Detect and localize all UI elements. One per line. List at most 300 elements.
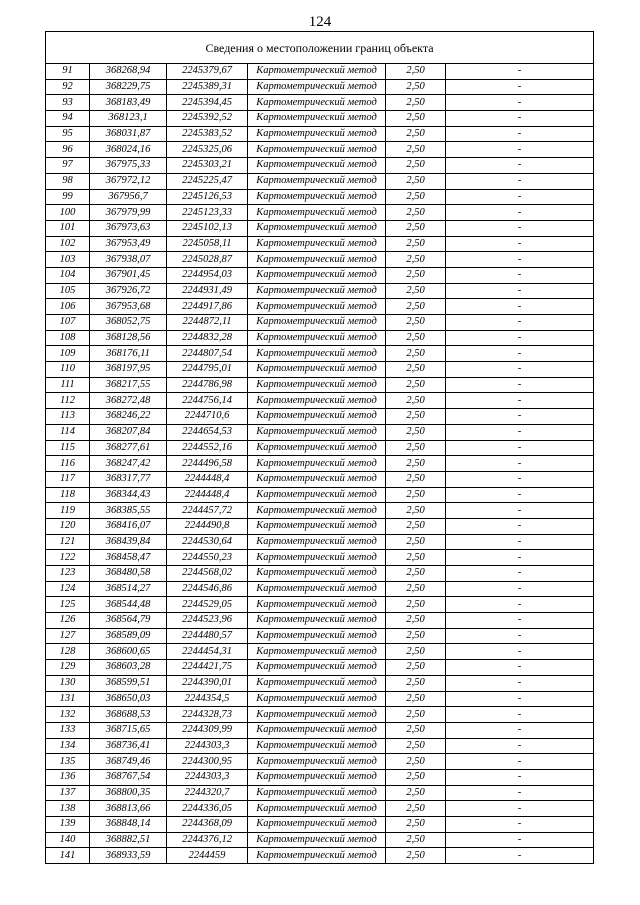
point-number-cell: 119 (46, 503, 90, 519)
accuracy-cell: 2,50 (386, 738, 446, 754)
accuracy-cell: 2,50 (386, 817, 446, 833)
y-coordinate-cell: 2244480,57 (167, 628, 248, 644)
table-row (46, 550, 594, 566)
y-coordinate-cell: 2244795,01 (167, 362, 248, 378)
point-number-cell: 101 (46, 220, 90, 236)
table-row (46, 315, 594, 331)
table-row (46, 64, 594, 80)
x-coordinate-cell: 368176,11 (90, 346, 167, 362)
method-cell: Картометрический метод (248, 377, 386, 393)
accuracy-cell: 2,50 (386, 173, 446, 189)
description-cell: - (446, 346, 594, 362)
x-coordinate-cell: 368480,58 (90, 566, 167, 582)
table-row (46, 111, 594, 127)
x-coordinate-cell: 368344,43 (90, 487, 167, 503)
accuracy-cell: 2,50 (386, 126, 446, 142)
point-number-cell: 114 (46, 424, 90, 440)
method-cell: Картометрический метод (248, 267, 386, 283)
method-cell: Картометрический метод (248, 738, 386, 754)
description-cell: - (446, 393, 594, 409)
description-cell: - (446, 252, 594, 268)
accuracy-cell: 2,50 (386, 79, 446, 95)
table-row (46, 769, 594, 785)
table-row (46, 534, 594, 550)
method-cell: Картометрический метод (248, 424, 386, 440)
point-number-cell: 115 (46, 440, 90, 456)
accuracy-cell: 2,50 (386, 534, 446, 550)
point-number-cell: 107 (46, 315, 90, 331)
description-cell: - (446, 440, 594, 456)
y-coordinate-cell: 2244300,95 (167, 754, 248, 770)
y-coordinate-cell: 2244309,99 (167, 722, 248, 738)
x-coordinate-cell: 368600,65 (90, 644, 167, 660)
description-cell: - (446, 126, 594, 142)
x-coordinate-cell: 368544,48 (90, 597, 167, 613)
description-cell: - (446, 691, 594, 707)
x-coordinate-cell: 367953,68 (90, 299, 167, 315)
x-coordinate-cell: 368247,42 (90, 456, 167, 472)
description-cell: - (446, 644, 594, 660)
table-row (46, 581, 594, 597)
table-row (46, 95, 594, 111)
y-coordinate-cell: 2244550,23 (167, 550, 248, 566)
y-coordinate-cell: 2245028,87 (167, 252, 248, 268)
y-coordinate-cell: 2244303,3 (167, 769, 248, 785)
method-cell: Картометрический метод (248, 236, 386, 252)
x-coordinate-cell: 368123,1 (90, 111, 167, 127)
y-coordinate-cell: 2244454,31 (167, 644, 248, 660)
y-coordinate-cell: 2245123,33 (167, 205, 248, 221)
x-coordinate-cell: 368128,56 (90, 330, 167, 346)
point-number-cell: 140 (46, 832, 90, 848)
accuracy-cell: 2,50 (386, 848, 446, 864)
table-row (46, 189, 594, 205)
accuracy-cell: 2,50 (386, 424, 446, 440)
table-row (46, 346, 594, 362)
y-coordinate-cell: 2244490,8 (167, 518, 248, 534)
y-coordinate-cell: 2244546,86 (167, 581, 248, 597)
description-cell: - (446, 848, 594, 864)
y-coordinate-cell: 2244354,5 (167, 691, 248, 707)
point-number-cell: 105 (46, 283, 90, 299)
y-coordinate-cell: 2244710,6 (167, 409, 248, 425)
point-number-cell: 97 (46, 158, 90, 174)
description-cell: - (446, 95, 594, 111)
y-coordinate-cell: 2244448,4 (167, 487, 248, 503)
point-number-cell: 104 (46, 267, 90, 283)
y-coordinate-cell: 2245126,53 (167, 189, 248, 205)
point-number-cell: 138 (46, 801, 90, 817)
point-number-cell: 99 (46, 189, 90, 205)
table-row (46, 487, 594, 503)
description-cell: - (446, 628, 594, 644)
point-number-cell: 139 (46, 817, 90, 833)
x-coordinate-cell: 368207,84 (90, 424, 167, 440)
method-cell: Картометрический метод (248, 550, 386, 566)
x-coordinate-cell: 368024,16 (90, 142, 167, 158)
y-coordinate-cell: 2244376,12 (167, 832, 248, 848)
x-coordinate-cell: 368031,87 (90, 126, 167, 142)
description-cell: - (446, 471, 594, 487)
point-number-cell: 127 (46, 628, 90, 644)
method-cell: Картометрический метод (248, 393, 386, 409)
table-row (46, 142, 594, 158)
table-row (46, 722, 594, 738)
accuracy-cell: 2,50 (386, 377, 446, 393)
x-coordinate-cell: 367938,07 (90, 252, 167, 268)
y-coordinate-cell: 2245102,13 (167, 220, 248, 236)
y-coordinate-cell: 2244917,86 (167, 299, 248, 315)
description-cell: - (446, 675, 594, 691)
accuracy-cell: 2,50 (386, 660, 446, 676)
accuracy-cell: 2,50 (386, 832, 446, 848)
accuracy-cell: 2,50 (386, 518, 446, 534)
table-row (46, 644, 594, 660)
y-coordinate-cell: 2244459 (167, 848, 248, 864)
table-row (46, 377, 594, 393)
x-coordinate-cell: 368514,27 (90, 581, 167, 597)
description-cell: - (446, 566, 594, 582)
table-row (46, 848, 594, 864)
point-number-cell: 122 (46, 550, 90, 566)
point-number-cell: 141 (46, 848, 90, 864)
y-coordinate-cell: 2244530,64 (167, 534, 248, 550)
point-number-cell: 124 (46, 581, 90, 597)
x-coordinate-cell: 367975,33 (90, 158, 167, 174)
table-row (46, 440, 594, 456)
table-row (46, 362, 594, 378)
point-number-cell: 116 (46, 456, 90, 472)
method-cell: Картометрический метод (248, 801, 386, 817)
method-cell: Картометрический метод (248, 79, 386, 95)
y-coordinate-cell: 2244303,3 (167, 738, 248, 754)
accuracy-cell: 2,50 (386, 769, 446, 785)
description-cell: - (446, 534, 594, 550)
table-row (46, 675, 594, 691)
accuracy-cell: 2,50 (386, 754, 446, 770)
point-number-cell: 134 (46, 738, 90, 754)
accuracy-cell: 2,50 (386, 503, 446, 519)
method-cell: Картометрический метод (248, 142, 386, 158)
method-cell: Картометрический метод (248, 64, 386, 80)
point-number-cell: 129 (46, 660, 90, 676)
method-cell: Картометрический метод (248, 126, 386, 142)
description-cell: - (446, 613, 594, 629)
table-row (46, 691, 594, 707)
y-coordinate-cell: 2244807,54 (167, 346, 248, 362)
table-row (46, 471, 594, 487)
x-coordinate-cell: 367926,72 (90, 283, 167, 299)
y-coordinate-cell: 2244756,14 (167, 393, 248, 409)
method-cell: Картометрический метод (248, 581, 386, 597)
accuracy-cell: 2,50 (386, 707, 446, 723)
table-row (46, 707, 594, 723)
description-cell: - (446, 299, 594, 315)
method-cell: Картометрический метод (248, 722, 386, 738)
table-row (46, 173, 594, 189)
point-number-cell: 95 (46, 126, 90, 142)
table-row (46, 79, 594, 95)
boundary-coordinates-table (45, 31, 594, 864)
method-cell: Картометрический метод (248, 503, 386, 519)
accuracy-cell: 2,50 (386, 644, 446, 660)
point-number-cell: 117 (46, 471, 90, 487)
table-row (46, 597, 594, 613)
table-row (46, 518, 594, 534)
point-number-cell: 98 (46, 173, 90, 189)
description-cell: - (446, 738, 594, 754)
description-cell: - (446, 801, 594, 817)
x-coordinate-cell: 367972,12 (90, 173, 167, 189)
x-coordinate-cell: 368813,66 (90, 801, 167, 817)
point-number-cell: 102 (46, 236, 90, 252)
y-coordinate-cell: 2244872,11 (167, 315, 248, 331)
method-cell: Картометрический метод (248, 848, 386, 864)
x-coordinate-cell: 368268,94 (90, 64, 167, 80)
accuracy-cell: 2,50 (386, 801, 446, 817)
description-cell: - (446, 707, 594, 723)
method-cell: Картометрический метод (248, 566, 386, 582)
method-cell: Картометрический метод (248, 330, 386, 346)
method-cell: Картометрический метод (248, 346, 386, 362)
table-row (46, 628, 594, 644)
accuracy-cell: 2,50 (386, 142, 446, 158)
x-coordinate-cell: 368385,55 (90, 503, 167, 519)
method-cell: Картометрический метод (248, 315, 386, 331)
method-cell: Картометрический метод (248, 597, 386, 613)
description-cell: - (446, 283, 594, 299)
x-coordinate-cell: 367979,99 (90, 205, 167, 221)
x-coordinate-cell: 367956,7 (90, 189, 167, 205)
table-body (46, 64, 594, 864)
table-row (46, 220, 594, 236)
point-number-cell: 103 (46, 252, 90, 268)
x-coordinate-cell: 368272,48 (90, 393, 167, 409)
x-coordinate-cell: 368052,75 (90, 315, 167, 331)
y-coordinate-cell: 2245325,06 (167, 142, 248, 158)
description-cell: - (446, 660, 594, 676)
x-coordinate-cell: 368277,61 (90, 440, 167, 456)
description-cell: - (446, 754, 594, 770)
accuracy-cell: 2,50 (386, 550, 446, 566)
point-number-cell: 126 (46, 613, 90, 629)
accuracy-cell: 2,50 (386, 471, 446, 487)
method-cell: Картометрический метод (248, 283, 386, 299)
method-cell: Картометрический метод (248, 660, 386, 676)
table-row (46, 299, 594, 315)
x-coordinate-cell: 368589,09 (90, 628, 167, 644)
table-row (46, 738, 594, 754)
y-coordinate-cell: 2244786,98 (167, 377, 248, 393)
table-row (46, 409, 594, 425)
point-number-cell: 113 (46, 409, 90, 425)
x-coordinate-cell: 368933,59 (90, 848, 167, 864)
point-number-cell: 128 (46, 644, 90, 660)
accuracy-cell: 2,50 (386, 691, 446, 707)
method-cell: Картометрический метод (248, 189, 386, 205)
description-cell: - (446, 409, 594, 425)
description-cell: - (446, 315, 594, 331)
description-cell: - (446, 64, 594, 80)
x-coordinate-cell: 368183,49 (90, 95, 167, 111)
table-row (46, 754, 594, 770)
description-cell: - (446, 581, 594, 597)
point-number-cell: 123 (46, 566, 90, 582)
table-row (46, 283, 594, 299)
method-cell: Картометрический метод (248, 362, 386, 378)
method-cell: Картометрический метод (248, 832, 386, 848)
description-cell: - (446, 173, 594, 189)
method-cell: Картометрический метод (248, 613, 386, 629)
y-coordinate-cell: 2244320,7 (167, 785, 248, 801)
description-cell: - (446, 817, 594, 833)
method-cell: Картометрический метод (248, 471, 386, 487)
point-number-cell: 112 (46, 393, 90, 409)
x-coordinate-cell: 368715,65 (90, 722, 167, 738)
point-number-cell: 94 (46, 111, 90, 127)
table-row (46, 236, 594, 252)
point-number-cell: 110 (46, 362, 90, 378)
x-coordinate-cell: 368197,95 (90, 362, 167, 378)
point-number-cell: 121 (46, 534, 90, 550)
table-row (46, 660, 594, 676)
description-cell: - (446, 832, 594, 848)
point-number-cell: 130 (46, 675, 90, 691)
accuracy-cell: 2,50 (386, 675, 446, 691)
description-cell: - (446, 597, 594, 613)
accuracy-cell: 2,50 (386, 346, 446, 362)
table-row (46, 456, 594, 472)
method-cell: Картометрический метод (248, 644, 386, 660)
method-cell: Картометрический метод (248, 220, 386, 236)
table-row (46, 393, 594, 409)
y-coordinate-cell: 2245389,31 (167, 79, 248, 95)
accuracy-cell: 2,50 (386, 456, 446, 472)
accuracy-cell: 2,50 (386, 283, 446, 299)
method-cell: Картометрический метод (248, 111, 386, 127)
method-cell: Картометрический метод (248, 754, 386, 770)
point-number-cell: 136 (46, 769, 90, 785)
method-cell: Картометрический метод (248, 440, 386, 456)
x-coordinate-cell: 368229,75 (90, 79, 167, 95)
y-coordinate-cell: 2244421,75 (167, 660, 248, 676)
method-cell: Картометрический метод (248, 691, 386, 707)
y-coordinate-cell: 2244654,53 (167, 424, 248, 440)
point-number-cell: 93 (46, 95, 90, 111)
accuracy-cell: 2,50 (386, 158, 446, 174)
point-number-cell: 132 (46, 707, 90, 723)
x-coordinate-cell: 367953,49 (90, 236, 167, 252)
description-cell: - (446, 785, 594, 801)
accuracy-cell: 2,50 (386, 597, 446, 613)
method-cell: Картометрический метод (248, 785, 386, 801)
point-number-cell: 137 (46, 785, 90, 801)
table-title: Сведения о местоположении границ объекта (46, 32, 594, 64)
accuracy-cell: 2,50 (386, 267, 446, 283)
description-cell: - (446, 487, 594, 503)
point-number-cell: 133 (46, 722, 90, 738)
accuracy-cell: 2,50 (386, 613, 446, 629)
y-coordinate-cell: 2245058,11 (167, 236, 248, 252)
x-coordinate-cell: 368217,55 (90, 377, 167, 393)
x-coordinate-cell: 368749,46 (90, 754, 167, 770)
description-cell: - (446, 189, 594, 205)
x-coordinate-cell: 367901,45 (90, 267, 167, 283)
x-coordinate-cell: 368564,79 (90, 613, 167, 629)
description-cell: - (446, 220, 594, 236)
table-row (46, 785, 594, 801)
y-coordinate-cell: 2244448,4 (167, 471, 248, 487)
y-coordinate-cell: 2244496,58 (167, 456, 248, 472)
point-number-cell: 100 (46, 205, 90, 221)
method-cell: Картометрический метод (248, 707, 386, 723)
description-cell: - (446, 362, 594, 378)
accuracy-cell: 2,50 (386, 785, 446, 801)
description-cell: - (446, 111, 594, 127)
y-coordinate-cell: 2244523,96 (167, 613, 248, 629)
x-coordinate-cell: 368800,35 (90, 785, 167, 801)
table-row (46, 613, 594, 629)
y-coordinate-cell: 2245383,52 (167, 126, 248, 142)
point-number-cell: 120 (46, 518, 90, 534)
point-number-cell: 109 (46, 346, 90, 362)
accuracy-cell: 2,50 (386, 440, 446, 456)
accuracy-cell: 2,50 (386, 722, 446, 738)
method-cell: Картометрический метод (248, 534, 386, 550)
y-coordinate-cell: 2244390,01 (167, 675, 248, 691)
accuracy-cell: 2,50 (386, 628, 446, 644)
y-coordinate-cell: 2244529,05 (167, 597, 248, 613)
x-coordinate-cell: 367973,63 (90, 220, 167, 236)
table-row (46, 817, 594, 833)
point-number-cell: 108 (46, 330, 90, 346)
point-number-cell: 96 (46, 142, 90, 158)
y-coordinate-cell: 2244568,02 (167, 566, 248, 582)
table-row (46, 503, 594, 519)
accuracy-cell: 2,50 (386, 64, 446, 80)
method-cell: Картометрический метод (248, 252, 386, 268)
x-coordinate-cell: 368736,41 (90, 738, 167, 754)
x-coordinate-cell: 368416,07 (90, 518, 167, 534)
x-coordinate-cell: 368599,51 (90, 675, 167, 691)
point-number-cell: 125 (46, 597, 90, 613)
accuracy-cell: 2,50 (386, 220, 446, 236)
method-cell: Картометрический метод (248, 409, 386, 425)
description-cell: - (446, 456, 594, 472)
accuracy-cell: 2,50 (386, 409, 446, 425)
method-cell: Картометрический метод (248, 299, 386, 315)
point-number-cell: 131 (46, 691, 90, 707)
y-coordinate-cell: 2245303,21 (167, 158, 248, 174)
y-coordinate-cell: 2245379,67 (167, 64, 248, 80)
y-coordinate-cell: 2244368,09 (167, 817, 248, 833)
y-coordinate-cell: 2244552,16 (167, 440, 248, 456)
y-coordinate-cell: 2244954,03 (167, 267, 248, 283)
x-coordinate-cell: 368439,84 (90, 534, 167, 550)
accuracy-cell: 2,50 (386, 111, 446, 127)
x-coordinate-cell: 368848,14 (90, 817, 167, 833)
table-row (46, 205, 594, 221)
x-coordinate-cell: 368650,03 (90, 691, 167, 707)
page-number: 124 (308, 14, 332, 30)
y-coordinate-cell: 2245225,47 (167, 173, 248, 189)
accuracy-cell: 2,50 (386, 362, 446, 378)
table-row (46, 267, 594, 283)
description-cell: - (446, 550, 594, 566)
description-cell: - (446, 158, 594, 174)
x-coordinate-cell: 368603,28 (90, 660, 167, 676)
method-cell: Картометрический метод (248, 487, 386, 503)
